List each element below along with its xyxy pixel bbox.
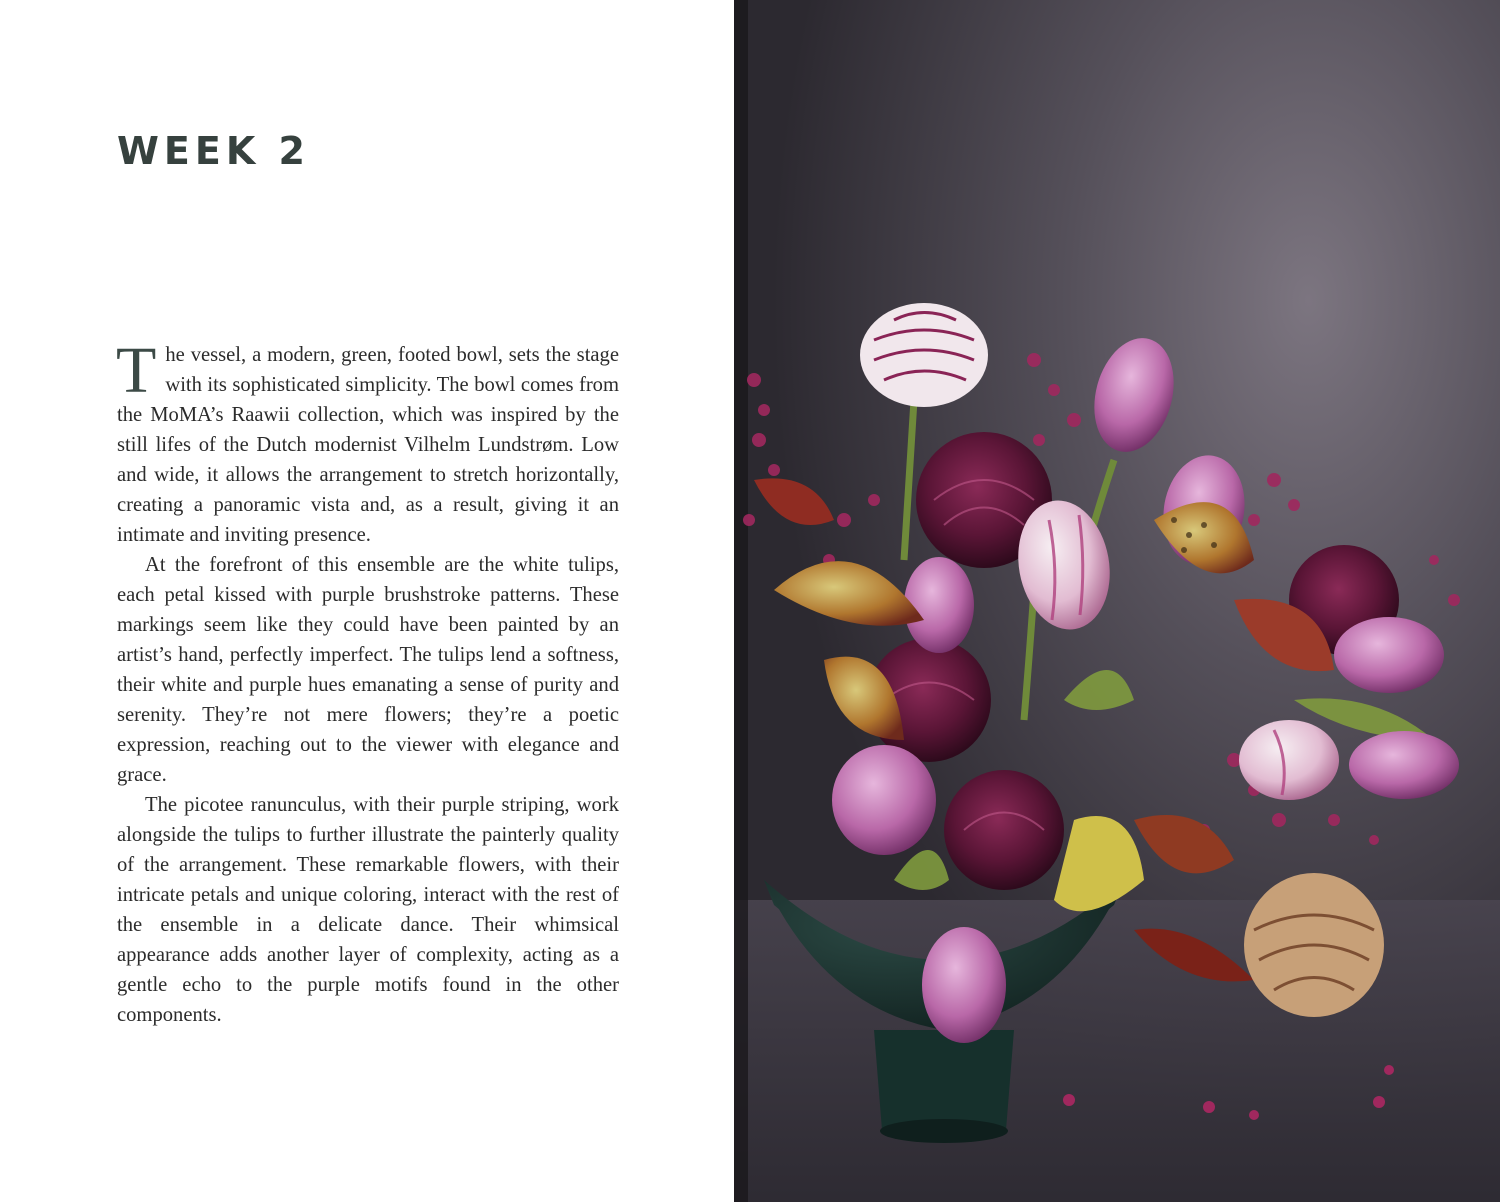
page-heading: WEEK 2 <box>117 129 310 173</box>
paragraph-3: The picotee ranunculus, with their purple striping, work alongside the tulips to further illustrate the painterly quality of the arrangement. These remarkable flowers, with their intricate petals and unique coloring, interact with the rest of the ensemble in a delicate dance. Their whimsical appearance adds another layer of complexity, acting as a gentle echo to the purple motifs found in the other components. <box>117 794 619 1026</box>
flower-arrangement-image <box>734 0 1500 1202</box>
paragraph-1 <box>116 334 619 550</box>
drop-cap: T <box>116 334 157 407</box>
body-text <box>116 334 619 1030</box>
text-page <box>0 0 734 1202</box>
flower-arrangement-photo <box>734 0 1500 1202</box>
paragraph-2: At the forefront of this ensemble are the white tulips, each petal kissed with purple brushstroke patterns. These markings seem like they could have been painted by an artist’s hand, perfectly imperfect. The tulips lend a softness, their white and purple hues emanating a sense of purity and serenity. They’re not mere flowers; they’re a poetic expression, reaching out to the viewer with elegance and grace. <box>117 554 619 786</box>
paragraph-1-text: he vessel, a modern, green, footed bowl, sets the stage with its sophisticated simplicity. The bowl comes from the MoMA’s Raawii collection, which was inspired by the still lifes of the Dutch modernist Vilhelm Lundstrøm. Low and wide, it allows the arrangement to stretch horizontally, creating a panoramic vista and, as a result, giving it an intimate and inviting presence. <box>117 344 619 546</box>
